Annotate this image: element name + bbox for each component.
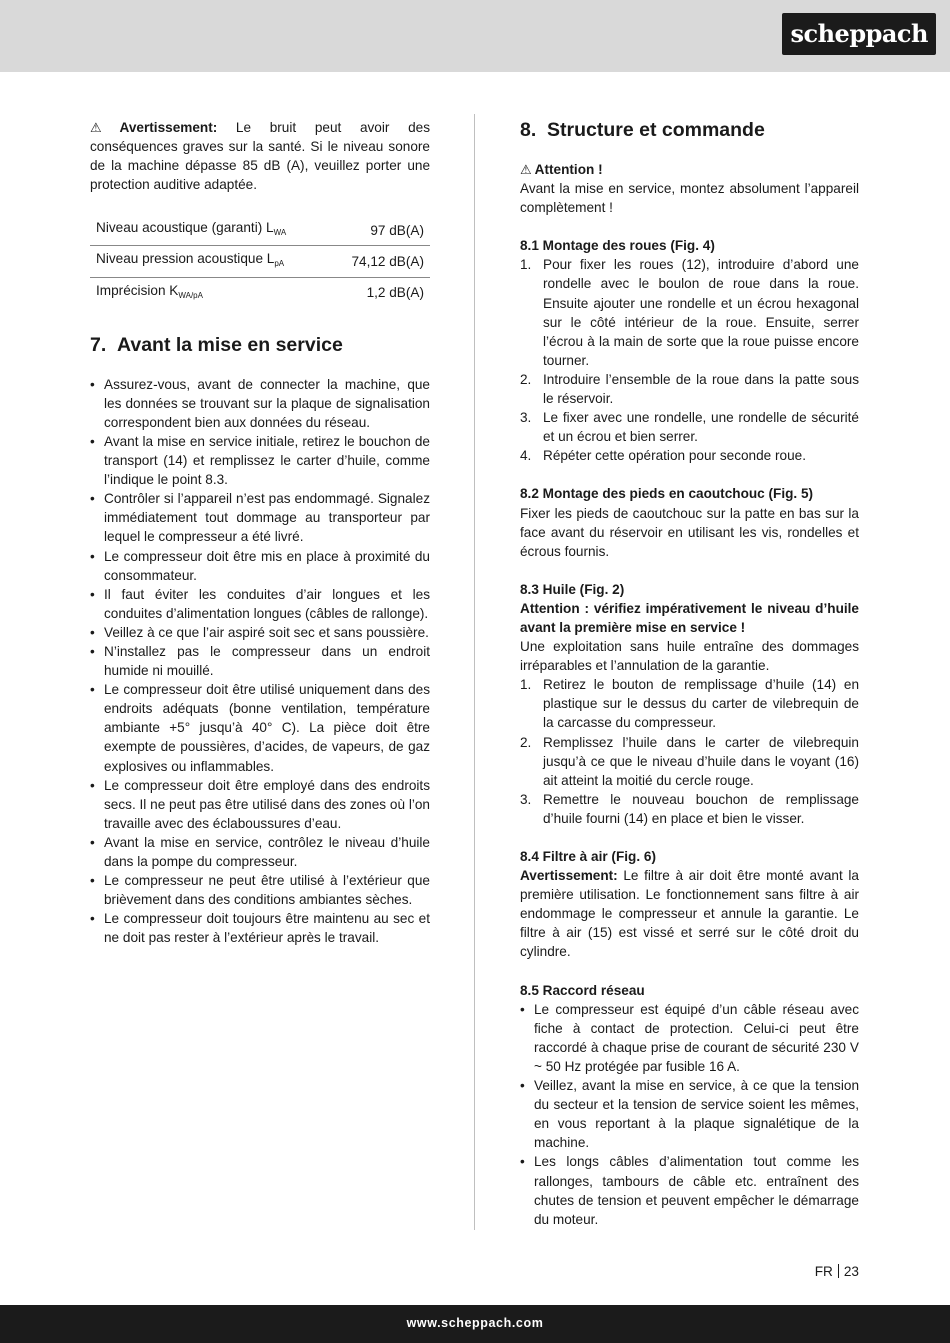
section-8-3-warning: Attention : vérifiez impérativement le niveau d’huile avant la première mise en service ! [520, 600, 859, 635]
list-item: 4. Répéter cette opération pour seconde roue. [520, 448, 806, 464]
list-item: • Le compresseur doit être employé dans des endroits secs. Il ne peut pas être utilisé dans des zones où l’on travaille avec des éclaboussures d’eau. [90, 776, 430, 833]
list-item: • Les longs câbles d’alimentation tout comme les rallonges, tambours de câble etc. entraînent des chutes de tension et peuvent empêcher le démarrage du moteur. [520, 1152, 859, 1228]
list-item: 3. Le fixer avec une rondelle, une rondelle de sécurité et un écrou et bien serrer. [520, 410, 859, 445]
section-8-heading: 8. Structure et commande [520, 119, 765, 141]
table-row [90, 246, 430, 277]
section-8-5-title: 8.5 Raccord réseau [520, 982, 645, 998]
left-column [90, 118, 430, 947]
page-number-value: 23 [843, 1264, 859, 1279]
list-item: • N’installez pas le compresseur dans un endroit humide ni mouillé. [90, 642, 430, 680]
table-row [90, 215, 430, 246]
spec-value: 74,12 dB(A) [351, 253, 424, 269]
section-8-1-list [520, 255, 859, 465]
section-8-1-title: 8.1 Montage des roues (Fig. 4) [520, 238, 715, 254]
separator [838, 1264, 839, 1278]
website-link[interactable]: www.scheppach.com [406, 1316, 544, 1330]
list-item: • Le compresseur doit être mis en place à proximité du consommateur. [90, 547, 430, 585]
list-item: • Avant la mise en service, contrôlez le niveau d’huile dans la pompe du compresseur. [90, 833, 430, 871]
list-item: 1. Pour fixer les roues (12), introduire d’abord une rondelle avec le boulon de roue dans la roue. Ensuite ajouter une rondelle et un écrou hexagonal sur le côté intérieur de la roue. Ensuite, serrer l’écrou à la main de sorte que la roue puisse encore tourner. [520, 257, 859, 368]
page-number [815, 1264, 859, 1279]
section-8-2-text: Fixer les pieds de caoutchouc sur la patte en bas sur la face avant du réservoir en utilisant les vis, rondelles et écrous fournis. [520, 505, 859, 559]
spec-value: 1,2 dB(A) [366, 285, 424, 301]
spec-value: 97 dB(A) [370, 222, 424, 238]
column-divider [474, 114, 475, 1230]
spec-label: Niveau acoustique (garanti) $L_{WA}$ [96, 220, 287, 238]
brand-logo: scheppach [782, 13, 936, 55]
section-8-3-text: Une exploitation sans huile entraîne des dommages irréparables et l’annulation de la garantie. [520, 639, 859, 674]
list-item: 3. Remettre le nouveau bouchon de remplissage d’huile fourni (14) en place et bien le visser. [520, 791, 859, 826]
section-7-list [90, 375, 430, 948]
section-8-5-list [520, 1000, 859, 1229]
page-header [0, 0, 950, 72]
list-item: • Assurez-vous, avant de connecter la machine, que les données se trouvant sur la plaque de signalisation correspondent bien aux données du réseau. [90, 375, 430, 432]
spec-label: Imprécision $K_{WA/pA}$ [96, 282, 203, 300]
section-8-2-title: 8.2 Montage des pieds en caoutchouc (Fig. 5) [520, 486, 814, 502]
list-item: 1. Retirez le bouton de remplissage d’huile (14) en plastique sur le dessus du carter de vilebrequin de la carcasse du compresseur. [520, 677, 859, 731]
right-column [520, 118, 859, 1229]
list-item: 2. Remplissez l’huile dans le carter de vilebrequin jusqu’à ce que le niveau d’huile dans le voyant (16) ait atteint la moitié du cercle rouge. [520, 734, 859, 788]
spec-label: Niveau pression acoustique $L_{pA}$ [96, 251, 285, 269]
attention-heading: ⚠ Attention ! [520, 162, 603, 177]
noise-warning [90, 118, 430, 194]
warning-triangle-icon: ⚠ [90, 120, 117, 135]
list-item: • Contrôler si l’appareil n’est pas endommagé. Signalez immédiatement tout dommage au transporteur par lequel le compresseur a été livré. [90, 489, 430, 546]
warning-triangle-icon: ⚠ [520, 162, 532, 177]
list-item: • Le compresseur doit toujours être maintenu au sec et ne doit pas rester à l’extérieur après le travail. [90, 909, 430, 947]
list-item: 2. Introduire l’ensemble de la roue dans la patte sous le réservoir. [520, 371, 859, 407]
list-item: • Il faut éviter les conduites d’air longues et les conduites d’alimentation longues (câbles de rallonge). [90, 585, 430, 623]
page-footer [0, 1305, 950, 1343]
list-item: • Avant la mise en service initiale, retirez le bouchon de transport (14) et remplissez le carter d’huile, comme l’indique le point 8.3. [90, 432, 430, 489]
section-8-3-title: 8.3 Huile (Fig. 2) [520, 581, 625, 597]
noise-warning-label: Avertissement: [119, 120, 218, 135]
section-8-3-list [520, 675, 859, 828]
attention-text: Avant la mise en service, montez absolument l’appareil complètement ! [520, 181, 859, 216]
list-item: • Le compresseur ne peut être utilisé à l’extérieur que brièvement dans des conditions ambiantes sèches. [90, 871, 430, 909]
section-7-heading: 7. Avant la mise en service [90, 333, 343, 356]
list-item: • Le compresseur doit être utilisé uniquement dans des endroits adéquats (bonne ventilation, température ambiante +5° jusqu’à 40° C). La pièce doit être exempte de poussières, d’acides, de vapeurs, de gaz explosives ou inflammables. [90, 680, 430, 775]
list-item: • Veillez à ce que l’air aspiré soit sec et sans poussière. [90, 623, 430, 642]
section-8-4-title: 8.4 Filtre à air (Fig. 6) [520, 849, 656, 864]
noise-warning-text: Le bruit peut avoir des conséquences graves sur la santé. Si le niveau sonore de la machine dépasse 85 dB (A), veuillez porter une protection auditive adaptée. [90, 120, 430, 193]
noise-spec-table [90, 215, 430, 307]
section-8-4-text: Avertissement: Le filtre à air doit être monté avant la première utilisation. Le fonctionnement sans filtre à air endommage le compresseur et annule la garantie. Le filtre à air (15) est vissé et serré sur le côté droit du cylindre. [520, 868, 859, 960]
list-item: • Veillez, avant la mise en service, à ce que la tension du secteur et la tension de service soient les mêmes, en vous reportant à la plaque signalétique de la machine. [520, 1076, 859, 1152]
table-row [90, 277, 430, 308]
list-item: • Le compresseur est équipé d’un câble réseau avec fiche à contact de protection. Celui-ci peut être raccordé à chaque prise de courant de sécurité 230 V ~ 50 Hz protégée par fusible 16 A. [520, 1000, 859, 1076]
language-code: FR [814, 1264, 833, 1279]
